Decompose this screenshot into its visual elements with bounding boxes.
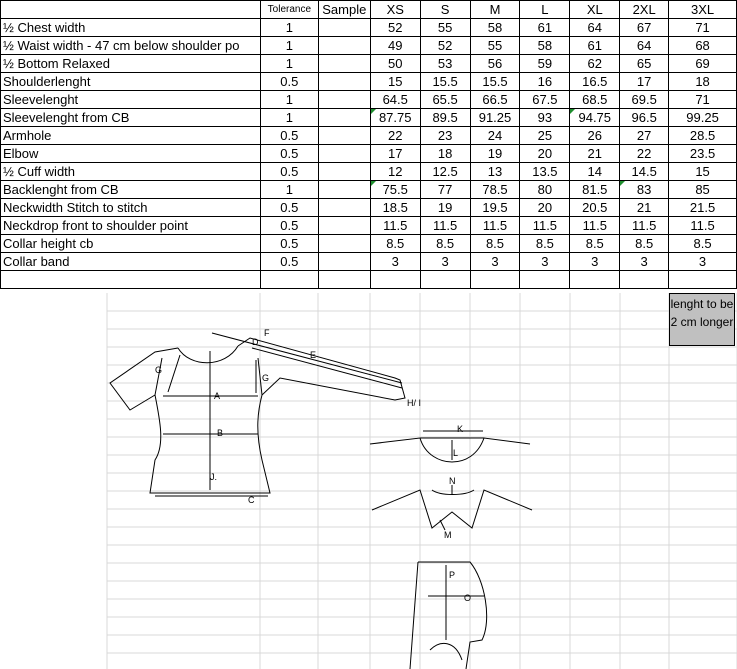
size-value: 24 — [470, 127, 520, 145]
header-row — [1, 1, 737, 19]
size-value: 8.5 — [570, 235, 620, 253]
row-tolerance: 0.5 — [260, 73, 318, 91]
header-2xl: 2XL — [620, 1, 669, 19]
size-value: 53 — [420, 55, 470, 73]
empty-cell — [1, 271, 261, 289]
size-value: 14 — [570, 163, 620, 181]
measurement-arrows — [155, 333, 402, 496]
size-value: 3 — [669, 253, 737, 271]
size-value: 3 — [420, 253, 470, 271]
row-label: Elbow — [1, 145, 261, 163]
size-value: 61 — [520, 19, 570, 37]
label-m: M — [444, 530, 452, 540]
size-value: 20 — [520, 199, 570, 217]
size-value: 94.75 — [570, 109, 620, 127]
row-tolerance: 0.5 — [260, 199, 318, 217]
row-label: ½ Chest width — [1, 19, 261, 37]
size-value: 83 — [620, 181, 669, 199]
row-tolerance: 1 — [260, 19, 318, 37]
note-cell: lenght to be 2 cm longer — [669, 293, 735, 346]
size-value: 8.5 — [620, 235, 669, 253]
row-tolerance: 0.5 — [260, 217, 318, 235]
measurement-table — [0, 0, 737, 289]
size-value: 56 — [470, 55, 520, 73]
row-sample — [318, 199, 370, 217]
empty-cell — [520, 271, 570, 289]
size-value: 65.5 — [420, 91, 470, 109]
empty-cell — [318, 271, 370, 289]
size-value: 26 — [570, 127, 620, 145]
header-tolerance: Tolerance — [260, 1, 318, 19]
size-value: 15 — [669, 163, 737, 181]
size-value: 25 — [520, 127, 570, 145]
size-value: 80 — [520, 181, 570, 199]
header-cell — [1, 1, 261, 19]
table-row — [1, 199, 737, 217]
size-value: 21 — [620, 199, 669, 217]
size-value: 23.5 — [669, 145, 737, 163]
row-sample — [318, 253, 370, 271]
size-value: 66.5 — [470, 91, 520, 109]
size-value: 49 — [370, 37, 420, 55]
size-value: 61 — [570, 37, 620, 55]
size-value: 18 — [669, 73, 737, 91]
table-row — [1, 127, 737, 145]
empty-cell — [470, 271, 520, 289]
row-label: ½ Cuff width — [1, 163, 261, 181]
size-value: 55 — [470, 37, 520, 55]
row-tolerance: 1 — [260, 91, 318, 109]
table-row — [1, 109, 737, 127]
size-value: 28.5 — [669, 127, 737, 145]
label-b: B — [217, 428, 224, 438]
row-sample — [318, 127, 370, 145]
size-value: 96.5 — [620, 109, 669, 127]
size-value: 89.5 — [420, 109, 470, 127]
size-value: 23 — [420, 127, 470, 145]
size-value: 8.5 — [669, 235, 737, 253]
size-value: 91.25 — [470, 109, 520, 127]
row-sample — [318, 217, 370, 235]
label-hi: H/ I — [407, 398, 422, 408]
row-label: ½ Waist width - 47 cm below shoulder po — [1, 37, 261, 55]
size-value: 22 — [620, 145, 669, 163]
size-value: 71 — [669, 91, 737, 109]
table-row — [1, 91, 737, 109]
table-row — [1, 73, 737, 91]
row-label: ½ Bottom Relaxed — [1, 55, 261, 73]
size-value: 8.5 — [520, 235, 570, 253]
size-value: 20 — [520, 145, 570, 163]
size-value: 71 — [669, 19, 737, 37]
row-tolerance: 1 — [260, 181, 318, 199]
size-value: 59 — [520, 55, 570, 73]
table-row — [1, 145, 737, 163]
row-sample — [318, 55, 370, 73]
empty-cell — [620, 271, 669, 289]
empty-cell — [260, 271, 318, 289]
size-value: 12.5 — [420, 163, 470, 181]
size-value: 21 — [570, 145, 620, 163]
row-tolerance: 0.5 — [260, 127, 318, 145]
row-label: Shoulderlenght — [1, 73, 261, 91]
size-value: 11.5 — [520, 217, 570, 235]
label-c: C — [248, 495, 255, 505]
size-value: 64.5 — [370, 91, 420, 109]
size-value: 65 — [620, 55, 669, 73]
size-value: 52 — [420, 37, 470, 55]
size-value: 55 — [420, 19, 470, 37]
header-s: S — [420, 1, 470, 19]
size-value: 50 — [370, 55, 420, 73]
size-value: 3 — [570, 253, 620, 271]
size-value: 19 — [470, 145, 520, 163]
size-value: 17 — [370, 145, 420, 163]
garment-diagram — [0, 293, 737, 669]
size-value: 14.5 — [620, 163, 669, 181]
size-value: 68.5 — [570, 91, 620, 109]
size-value: 78.5 — [470, 181, 520, 199]
size-value: 64 — [570, 19, 620, 37]
empty-cell — [370, 271, 420, 289]
size-value: 13 — [470, 163, 520, 181]
row-label: Collar band — [1, 253, 261, 271]
empty-row — [1, 271, 737, 289]
row-tolerance: 0.5 — [260, 235, 318, 253]
row-label: Armhole — [1, 127, 261, 145]
size-value: 69.5 — [620, 91, 669, 109]
size-value: 11.5 — [620, 217, 669, 235]
row-label: Collar height cb — [1, 235, 261, 253]
row-sample — [318, 91, 370, 109]
shirt-outline — [110, 338, 405, 493]
size-value: 12 — [370, 163, 420, 181]
size-value: 77 — [420, 181, 470, 199]
empty-cell — [570, 271, 620, 289]
label-a: A — [214, 391, 221, 401]
row-sample — [318, 163, 370, 181]
label-f: F — [264, 328, 270, 338]
table-row — [1, 217, 737, 235]
size-value: 16.5 — [570, 73, 620, 91]
header-3xl: 3XL — [669, 1, 737, 19]
label-k: K — [457, 424, 464, 434]
row-label: Neckwidth Stitch to stitch — [1, 199, 261, 217]
table-row — [1, 19, 737, 37]
size-value: 3 — [520, 253, 570, 271]
row-tolerance: 1 — [260, 55, 318, 73]
size-value: 21.5 — [669, 199, 737, 217]
row-label: Sleevelenght from CB — [1, 109, 261, 127]
size-value: 11.5 — [470, 217, 520, 235]
table-row — [1, 163, 737, 181]
header-xl: XL — [570, 1, 620, 19]
row-label: Neckdrop front to shoulder point — [1, 217, 261, 235]
size-value: 67.5 — [520, 91, 570, 109]
size-value: 3 — [470, 253, 520, 271]
row-sample — [318, 109, 370, 127]
empty-cell — [669, 271, 737, 289]
row-sample — [318, 19, 370, 37]
row-sample — [318, 73, 370, 91]
size-value: 8.5 — [370, 235, 420, 253]
size-value: 81.5 — [570, 181, 620, 199]
size-value: 68 — [669, 37, 737, 55]
size-value: 13.5 — [520, 163, 570, 181]
size-value: 87.75 — [370, 109, 420, 127]
table-row — [1, 181, 737, 199]
size-value: 58 — [520, 37, 570, 55]
collar-front-view — [372, 485, 532, 530]
size-value: 75.5 — [370, 181, 420, 199]
table-row — [1, 55, 737, 73]
size-value: 3 — [620, 253, 669, 271]
row-label: Sleevelenght — [1, 91, 261, 109]
header-xs: XS — [370, 1, 420, 19]
size-value: 15.5 — [420, 73, 470, 91]
size-value: 8.5 — [470, 235, 520, 253]
row-tolerance: 0.5 — [260, 253, 318, 271]
size-value: 15 — [370, 73, 420, 91]
row-tolerance: 0.5 — [260, 145, 318, 163]
label-d: D — [252, 337, 259, 347]
size-value: 11.5 — [420, 217, 470, 235]
size-value: 67 — [620, 19, 669, 37]
label-g2: G — [262, 373, 270, 383]
size-value: 58 — [470, 19, 520, 37]
header-l: L — [520, 1, 570, 19]
size-value: 93 — [520, 109, 570, 127]
size-value: 8.5 — [420, 235, 470, 253]
table-row — [1, 253, 737, 271]
size-value: 18.5 — [370, 199, 420, 217]
size-value: 99.25 — [669, 109, 737, 127]
background-grid — [107, 293, 737, 669]
size-value: 22 — [370, 127, 420, 145]
size-value: 15.5 — [470, 73, 520, 91]
label-n: N — [449, 476, 456, 486]
size-value: 62 — [570, 55, 620, 73]
label-p: P — [449, 570, 456, 580]
size-value: 17 — [620, 73, 669, 91]
size-value: 18 — [420, 145, 470, 163]
size-value: 19 — [420, 199, 470, 217]
size-value: 20.5 — [570, 199, 620, 217]
size-value: 19.5 — [470, 199, 520, 217]
size-value: 3 — [370, 253, 420, 271]
size-value: 11.5 — [570, 217, 620, 235]
empty-cell — [420, 271, 470, 289]
row-label: Backlenght from CB — [1, 181, 261, 199]
row-tolerance: 0.5 — [260, 163, 318, 181]
size-value: 11.5 — [370, 217, 420, 235]
size-value: 11.5 — [669, 217, 737, 235]
label-g1: G — [155, 365, 163, 375]
row-sample — [318, 145, 370, 163]
table-row — [1, 235, 737, 253]
label-j: J. — [210, 472, 218, 482]
size-value: 16 — [520, 73, 570, 91]
table-row — [1, 37, 737, 55]
label-l: L — [453, 448, 459, 458]
header-sample: Sample — [318, 1, 370, 19]
size-value: 69 — [669, 55, 737, 73]
row-sample — [318, 235, 370, 253]
size-value: 85 — [669, 181, 737, 199]
collar-top-view — [370, 431, 530, 462]
row-tolerance: 1 — [260, 109, 318, 127]
header-m: M — [470, 1, 520, 19]
label-e: E — [310, 350, 317, 360]
size-value: 64 — [620, 37, 669, 55]
row-sample — [318, 37, 370, 55]
label-o: O — [464, 593, 472, 603]
size-value: 27 — [620, 127, 669, 145]
row-tolerance: 1 — [260, 37, 318, 55]
row-sample — [318, 181, 370, 199]
size-value: 52 — [370, 19, 420, 37]
